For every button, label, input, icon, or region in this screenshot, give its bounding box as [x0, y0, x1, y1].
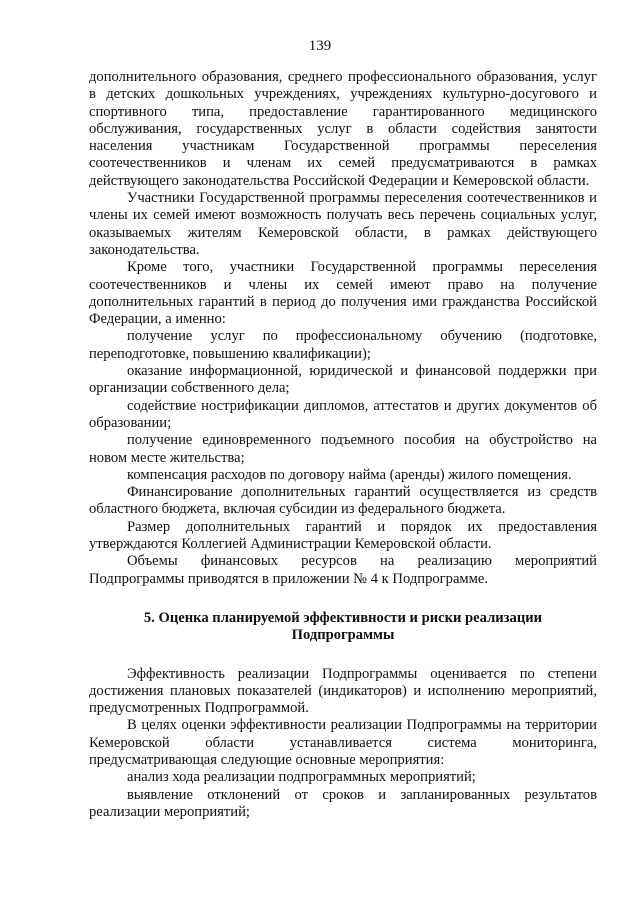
section-heading-line-1: 5. Оценка планируемой эффективности и риски реализации [143, 609, 543, 626]
list-item-professional-training: получение услуг по профессиональному обучению (подготовке, переподготовке, повышению квалификации); [89, 328, 597, 362]
section-heading [89, 610, 597, 645]
list-item-business-support: оказание информационной, юридической и финансовой поддержки при организации собственного дела; [89, 363, 597, 397]
paragraph-efficiency: Эффективность реализации Подпрограммы оценивается по степени достижения плановых показателей (индикаторов) и исполнению мероприятий, предусмотренных Подпрограммой. [89, 665, 597, 717]
list-item-analysis: анализ хода реализации подпрограммных мероприятий; [127, 769, 476, 786]
paragraph-guarantee-size: Размер дополнительных гарантий и порядок их предоставления утверждаются Коллегией Администрации Кемеровской области. [89, 518, 597, 553]
paragraph-financial-resources: Объемы финансовых ресурсов на реализацию мероприятий Подпрограммы приводятся в приложении № 4 к Подпрограмме. [89, 553, 597, 587]
section-heading-line-2: Подпрограммы [291, 627, 395, 644]
paragraph-financing: Финансирование дополнительных гарантий осуществляется из средств областного бюджета, включая субсидии из федерального бюджета. [89, 484, 597, 518]
list-item-housing-compensation: компенсация расходов по договору найма (аренды) жилого помещения. [127, 466, 572, 483]
list-item-relocation-allowance: получение единовременного подъемного пособия на обустройство на новом месте жительства; [89, 432, 597, 466]
page-number: 139 [308, 38, 332, 54]
paragraph-social-services: Участники Государственной программы переселения соотечественников и члены их семей имеют возможность получать весь перечень социальных услуг, оказываемых жителям Кемеровской области, в рамках действующего законодательства. [89, 190, 597, 258]
paragraph-monitoring: В целях оценки эффективности реализации Подпрограммы на территории Кемеровской области устанавливается система мониторинга, предусматривающая следующие основные мероприятия: [89, 717, 597, 768]
paragraph-continuation-services: дополнительного образования, среднего профессионального образования, услуг в детских дошкольных учреждениях, учреждениях культурно-досугового и спортивного типа, предоставление гарантированного медицинского обслуживания, государственных услуг в области содействия занятости населения участникам Государственной программы переселения соотечественников и членам их семей предусматриваются в рамках действующего законодательства Российской Федерации и Кемеровской области. [89, 69, 597, 189]
paragraph-additional-guarantees: Кроме того, участники Государственной программы переселения соотечественников и члены их семей имеют право на получение дополнительных гарантий в период до получения ими гражданства Российской Федерации, а именно: [89, 259, 597, 328]
document-body [89, 69, 597, 821]
list-item-deviations: выявление отклонений от сроков и запланированных результатов реализации мероприятий; [89, 786, 597, 820]
list-item-diploma-recognition: содействие нострификации дипломов, аттестатов и других документов об образовании; [89, 397, 597, 431]
